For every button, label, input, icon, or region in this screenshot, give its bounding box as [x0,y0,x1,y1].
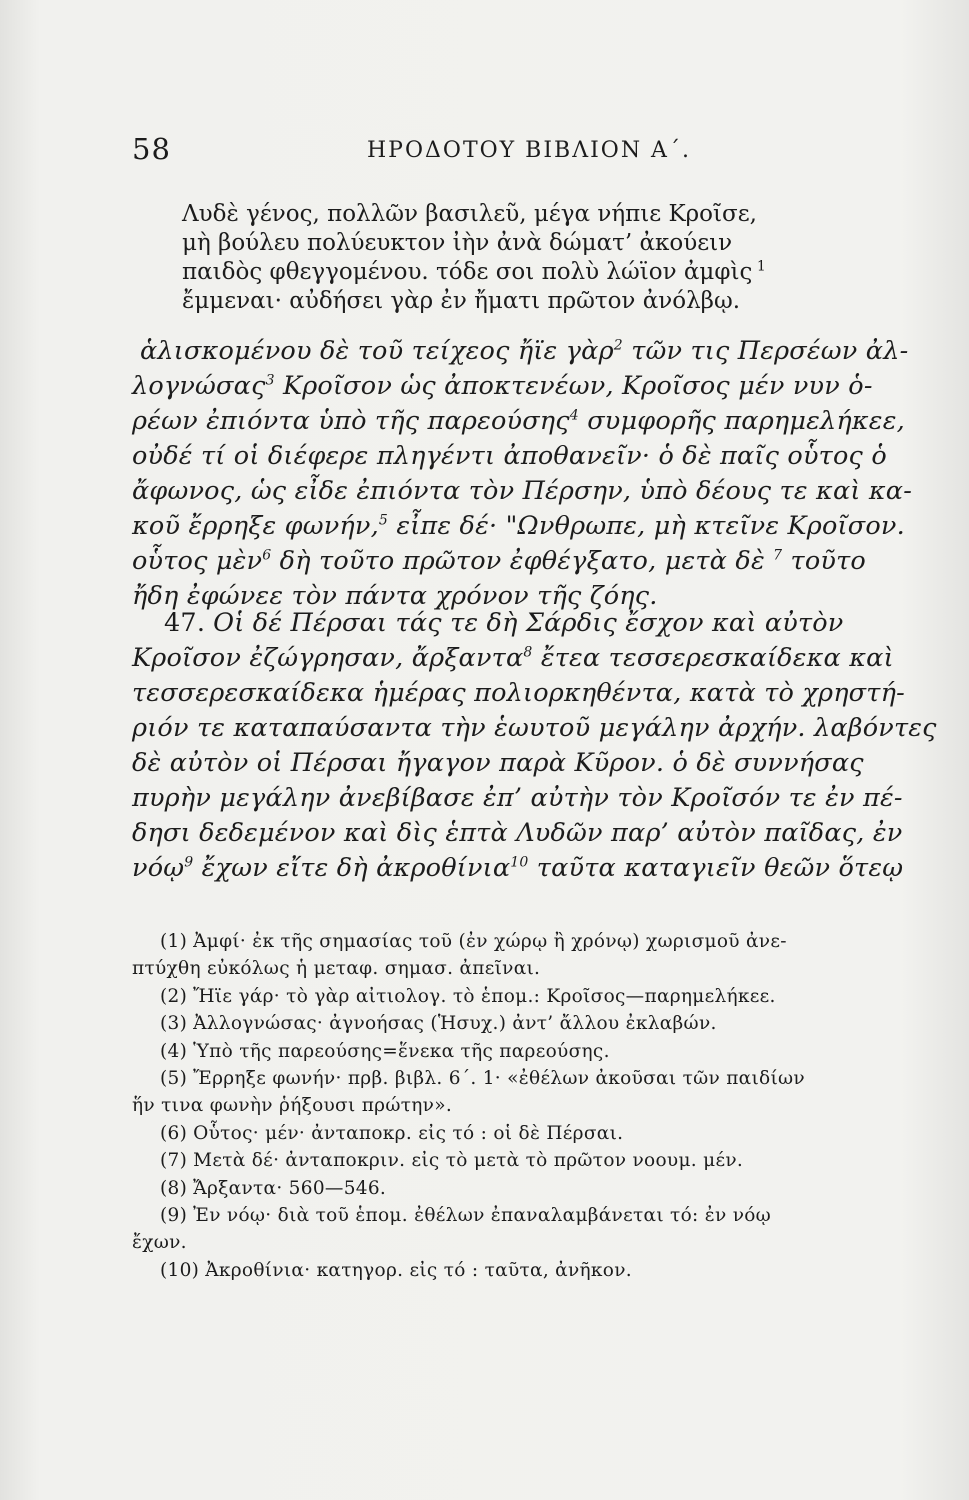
verse-line [182,229,862,258]
oracle-verse [182,200,862,316]
footnote-ref: 3 [265,372,275,389]
footnote-line [132,1010,952,1037]
footnote-line [132,983,952,1010]
footnote-text: Ὑπὸ τῆς παρεούσης=ἕνεκα τῆς παρεούσης. [193,1040,610,1062]
text-segment: Κροῖσον ὡς ἀποκτενέων, Κροῖσος μέν νυν ὁ- [274,371,873,401]
text-segment: λογνώσας [132,371,266,401]
prose-line [132,439,952,474]
text-segment: οὗτος μὲν [132,546,263,576]
verse-text: Λυδὲ γένος, πολλῶν βασιλεῦ, μέγα νήπιε Κροῖσε, [182,201,757,227]
footnote-text: Ἄρξαντα· 560—546. [193,1177,387,1199]
footnote-number: (5) [160,1067,188,1089]
paragraph-47 [132,606,952,886]
text-segment: δὴ τοῦτο πρῶτον ἐφθέγξατο, μετὰ δὲ [271,546,774,576]
prose-line [132,369,952,404]
prose-line [132,711,952,746]
footnote-text: Ἐν νόῳ· διὰ τοῦ ἑπομ. ἐθέλων ἐπαναλαμβάνεται τό: ἐν νόῳ [193,1204,772,1226]
text-segment: δησι δεδεμένον καὶ δὶς ἑπτὰ Λυδῶν παρ’ αὐτὸν παῖδας, ἐν [132,818,903,848]
footnote-text: ἥν τινα φωνὴν ῥήξουσι πρώτην». [132,1095,452,1117]
footnote-number: (7) [160,1150,188,1172]
prose-line [132,606,952,641]
footnote-text: πτύχθη εὐκόλως ἡ μεταφ. σημασ. ἀπεῖναι. [132,958,541,980]
text-segment: ἔχων εἴτε δὴ ἀκροθίνια [193,853,511,883]
footnote-text: Ἀμφί· ἐκ τῆς σημασίας τοῦ (ἐν χώρῳ ἢ χρόνῳ) χωρισμοῦ ἀνε- [193,931,787,952]
text-segment: ριόν τε καταπαύσαντα τὴν ἑωυτοῦ μεγάλην ἀρχήν. λαβόντες [132,713,937,743]
text-segment: εἶπε δέ· "Ωνθρωπε, μὴ κτεῖνε Κροῖσον. [388,511,905,541]
text-segment: ἔτεα τεσσερεσκαίδεκα καὶ [532,643,894,673]
prose-line [132,474,952,509]
text-segment: ἤδη ἐφώνεε τὸν πάντα χρόνον τῆς ζόης. [132,581,658,611]
footnote-ref: 2 [613,337,623,354]
prose-line [132,404,952,439]
footnote-number: (2) [160,985,188,1007]
footnote-ref: 8 [523,644,533,661]
footnote-text: Ἔρρηξε φωνήν· πρβ. βιβλ. 6΄. 1· «ἐθέλων ἀκοῦσαι τῶν παιδίων [193,1067,805,1089]
prose-line [132,641,952,676]
footnote-ref: 7 [773,547,783,564]
footnote-text: Ἀκροθίνια· κατηγορ. εἰς τό : ταῦτα, ἀνῆκον. [205,1259,632,1281]
text-segment: οὐδέ τί οἱ διέφερε πληγέντι ἀποθανεῖν· ὁ δὲ παῖς οὗτος ὁ [132,441,887,471]
footnote-text: Ἤϊε γάρ· τὸ γὰρ αἰτιολογ. τὸ ἑπομ.: Κροῖσος—παρημελήκεε. [193,985,776,1007]
footnote-number: (10) [160,1259,200,1281]
footnote-line [132,1065,952,1092]
footnote-ref: 4 [569,407,579,424]
footnote-line [132,1229,952,1256]
text-segment: τεσσερεσκαίδεκα ἡμέρας πολιορκηθέντα, κατὰ τὸ χρηστή- [132,678,905,708]
footnote-ref: 1 [752,258,766,275]
verse-line [182,200,862,229]
footnote-text: ἔχων. [132,1232,187,1254]
footnote-line [132,1092,952,1119]
text-segment: τῶν τις Περσέων ἀλ- [622,336,909,366]
text-segment: τοῦτο [782,546,866,576]
prose-line [132,746,952,781]
verse-line [182,258,862,287]
verse-text: μὴ βούλευ πολύευκτον ἰὴν ἀνὰ δώματ’ ἀκούειν [182,230,733,256]
text-segment: Κροῖσον ἐζώγρησαν, ἄρξαντα [132,643,524,673]
footnotes [132,928,952,1284]
running-title: ΗΡΟΔΟΤΟΥ ΒΙΒΛΙΟΝ Α΄. [367,138,691,163]
page-number: 58 [132,132,171,166]
text-segment: ρέων ἐπιόντα ὑπὸ τῆς παρεούσης [132,406,570,436]
text-segment: νόῳ [132,853,185,883]
page-header [132,132,852,172]
prose-line [132,544,952,579]
footnote-ref: 6 [262,547,272,564]
footnote-line [132,1120,952,1147]
footnote-number: (8) [160,1177,188,1199]
text-segment: Οἱ δέ Πέρσαι τάς τε δὴ Σάρδις ἔσχον καὶ αὐτὸν [213,608,844,638]
text-segment: ἄφωνος, ὡς εἶδε ἐπιόντα τὸν Πέρσην, ὑπὸ δέους τε καὶ κα- [132,476,913,506]
text-segment: ἁλισκομένου δὲ τοῦ τείχεος ἤϊε γὰρ [140,336,614,366]
footnote-text: Ἀλλογνώσας· ἀγνοήσας (Ἡσυχ.) ἀντ’ ἄλλου ἐκλαβών. [193,1013,717,1035]
footnote-line [132,928,952,955]
footnote-line [132,1147,952,1174]
prose-line [132,816,952,851]
text-segment: ταῦτα καταγιεῖν θεῶν ὅτεῳ [528,853,904,883]
verse-line [182,287,862,316]
text-segment: πυρὴν μεγάλην ἀνεβίβασε ἐπ’ αὐτὴν τὸν Κροῖσόν τε ἐν πέ- [132,783,903,813]
prose-line [132,509,952,544]
footnote-ref: 5 [378,512,389,529]
footnote-line [132,1038,952,1065]
prose-line [132,851,952,886]
footnote-number: (6) [160,1122,188,1144]
footnote-text: Μετὰ δέ· ἀνταποκριν. εἰς τὸ μετὰ τὸ πρῶτον νοουμ. μέν. [193,1150,744,1172]
footnote-number: (4) [160,1040,188,1062]
text-segment: κοῦ ἔρρηξε φωνήν, [132,511,379,541]
section-number: 47. [164,608,206,638]
footnote-line [132,955,952,982]
text-segment: δὲ αὐτὸν οἱ Πέρσαι ἤγαγον παρὰ Κῦρον. ὁ δὲ συννήσας [132,748,864,778]
footnote-line [132,1202,952,1229]
footnote-number: (9) [160,1204,188,1226]
paragraph-46 [132,334,952,614]
footnote-line [132,1257,952,1284]
footnote-text: Οὗτος· μέν· ἀνταποκρ. εἰς τό : οἱ δὲ Πέρσαι. [193,1122,624,1144]
text-segment: συμφορῆς παρημελήκεε, [578,406,905,436]
verse-text: ἔμμεναι· αὐδήσει γὰρ ἐν ἤματι πρῶτον ἀνόλβῳ. [182,288,741,314]
prose-line [132,334,952,369]
verse-text: παιδὸς φθεγγομένου. τόδε σοι πολὺ λώϊον ἀμφὶς [182,259,753,285]
footnote-number: (1) [160,931,188,952]
footnote-ref: 9 [184,854,194,871]
footnote-line [132,1175,952,1202]
footnote-number: (3) [160,1013,188,1035]
footnote-ref: 10 [510,854,529,871]
prose-line [132,781,952,816]
prose-line [132,676,952,711]
